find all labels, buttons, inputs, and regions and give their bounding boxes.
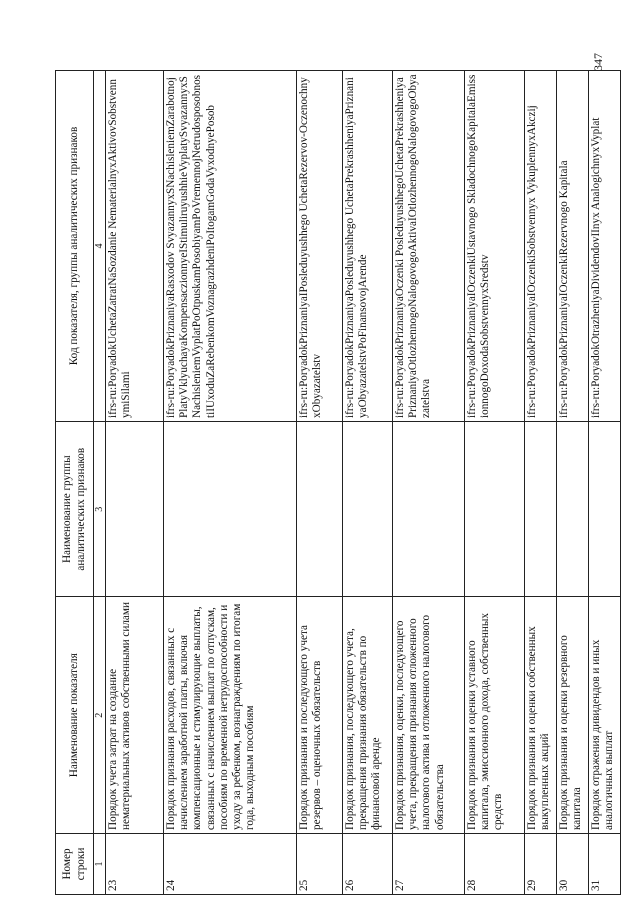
header-number: Номер строки (56, 833, 94, 894)
row-code: ifrs-ru:PoryadokPriznaniyaPosleduyushhego UchetaPrekrashheniyaPriznaniyaObyazatelstvPoFinansovojArende (343, 71, 393, 422)
table-row (589, 71, 621, 895)
row-code: ifrs-ru:PoryadokPriznaniyaRasxodov SvyazannyxSNachisleniemZarabotnojPlatyVklyuchayaKompensaczionnyeIStimuliruyushhieVyplatySvyazannyxSNachisleniemVyplatPoOtpuskamPosobiyamPoVremennojNetrudosposobnostiIUxoduZaRebenkomVoznagrazhdeniPoItogamGodaVyxodnyePosob (164, 71, 297, 422)
row-name: Порядок признания, оценки, последующего учета, прекращения признания отложенного налогового актива и отложенного налогового обязательства (393, 597, 465, 834)
row-name: Порядок признания и последующего учета резервов – оценочных обязательств (297, 597, 343, 834)
row-code: ifrs-ru:PoryadokOtrazheniyaDividendovIInyx AnalogichnyxVyplat (589, 71, 621, 422)
row-name: Порядок признания и оценки собственных выкупленных акций (525, 597, 557, 834)
table-row (106, 71, 164, 895)
row-group (465, 421, 525, 596)
row-group (589, 421, 621, 596)
row-group (164, 421, 297, 596)
row-group (557, 421, 589, 596)
row-code: ifrs-ru:PoryadokPriznaniyaIOczenkiUstavnogo SkladochnogoKapitalaEmissionnogoDoxodaSobstvennyxSredstv (465, 71, 525, 422)
row-code: ifrs-ru:PoryadokUchetaZatratNaSozdanie NematerialnyxAktivovSobstvennymiSilami (106, 71, 164, 422)
indicator-table (55, 70, 621, 895)
header-name: Наименование показателя (56, 597, 94, 834)
row-number: 27 (393, 833, 465, 894)
page-number: 347 (591, 53, 605, 71)
row-name: Порядок признания и оценки резервного капитала (557, 597, 589, 834)
row-number: 26 (343, 833, 393, 894)
column-index: 1 (94, 833, 106, 894)
row-name: Порядок отражения дивидендов и иных аналогичных выплат (589, 597, 621, 834)
row-code: ifrs-ru:PoryadokPriznaniyaIOczenkiRezervnogo Kapitala (557, 71, 589, 422)
rotated-table-wrapper (55, 70, 616, 895)
row-code: ifrs-ru:PoryadokPriznaniyaIOczenkiSobstvennyx VykuplennyxAkczij (525, 71, 557, 422)
row-group (525, 421, 557, 596)
row-number: 29 (525, 833, 557, 894)
column-index: 2 (94, 597, 106, 834)
table-row (393, 71, 465, 895)
column-index: 3 (94, 421, 106, 596)
row-name: Порядок признания, последующего учета, прекращения признания обязательств по финансовой аренде (343, 597, 393, 834)
header-group: Наименование группы аналитических признаков (56, 421, 94, 596)
row-number: 31 (589, 833, 621, 894)
row-number: 23 (106, 833, 164, 894)
row-code: ifrs-ru:PoryadokPriznaniyaOczenki PosleduyushhegoUchetaPrekrashheniyaPriznaniyaOtlozhennogoNalogovogoAktivaIOtlozhennogoNalogovogoObyazatelstva (393, 71, 465, 422)
row-group (343, 421, 393, 596)
row-name: Порядок признания расходов, связанных с начислением заработной платы, включая компенсационные и стимулирующие выплаты, связанных с начислением выплат по отпускам, пособиям по временной нетрудоспособности и уходу за ребенком, вознаграждениям по итогам года, выходным пособиям (164, 597, 297, 834)
row-name: Порядок признания и оценки уставного капитала, эмиссионного дохода, собственных средств (465, 597, 525, 834)
header-code: Код показателя, группы аналитических признаков (56, 71, 94, 422)
table-row (343, 71, 393, 895)
table-row (297, 71, 343, 895)
table-row (525, 71, 557, 895)
table-row (465, 71, 525, 895)
table-row (164, 71, 297, 895)
column-index: 4 (94, 71, 106, 422)
row-number: 24 (164, 833, 297, 894)
row-group (297, 421, 343, 596)
row-name: Порядок учета затрат на создание нематериальных активов собственными силами (106, 597, 164, 834)
row-code: ifrs-ru:PoryadokPriznaniyaIPosleduyushhego UchetaRezervov-OczenochnyxObyazatelstv (297, 71, 343, 422)
row-number: 25 (297, 833, 343, 894)
column-index-row (94, 71, 106, 895)
row-group (106, 421, 164, 596)
row-number: 28 (465, 833, 525, 894)
row-group (393, 421, 465, 596)
row-number: 30 (557, 833, 589, 894)
header-row (56, 71, 94, 895)
table-row (557, 71, 589, 895)
